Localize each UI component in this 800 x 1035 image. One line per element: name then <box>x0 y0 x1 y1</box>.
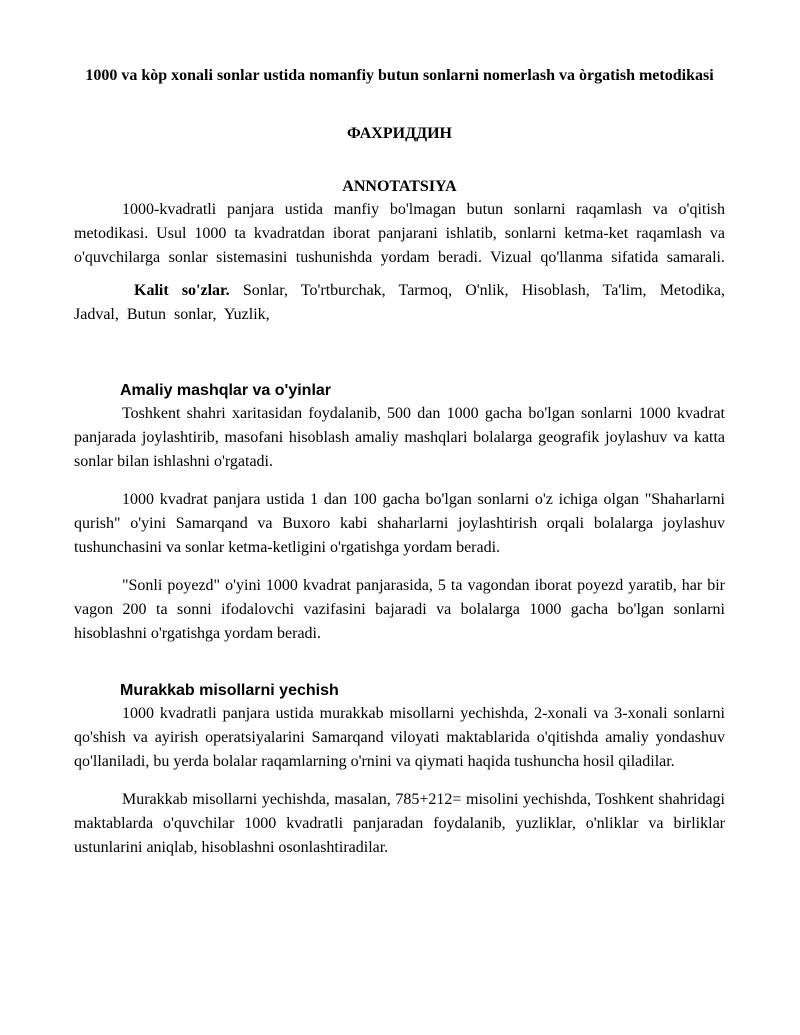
document-page <box>74 64 725 860</box>
paper-title: 1000 va kòp xonali sonlar ustida nomanfiy butun sonlarni nomerlash va òrgatish metodikasi <box>85 67 714 84</box>
author-name: ФАХРИДДИН <box>347 125 452 142</box>
section-paragraph: 1000 kvadrat panjara ustida 1 dan 100 gacha bo'lgan sonlarni o'z ichiga olgan "Shaharlarni qurish" o'yini Samarqand va Buxoro kabi shaharlarni joylashtirish orqali bolalarga joylashuv tushunchasini va sonlar ketma-ketligini o'rgatishga yordam beradi. <box>74 491 725 556</box>
section-paragraph: Toshkent shahri xaritasidan foydalanib, 500 dan 1000 gacha bo'lgan sonlarni 1000 kvadrat panjarada joylashtirib, masofani hisoblash amaliy mashqlari bolalarga geografik joylashuv va katta sonlar bilan ishlashni o'rgatadi. <box>74 405 725 470</box>
keywords-label: Kalit so'zlar. <box>134 282 230 299</box>
keywords-paragraph <box>74 279 725 327</box>
section-heading-practical-exercises: Amaliy mashqlar va o'yinlar <box>120 382 332 399</box>
section-paragraph: Murakkab misollarni yechishda, masalan, 785+212= misolini yechishda, Toshkent shahridagi maktablarda o'quvchilar 1000 kvadratli panjaradan foydalanib, yuzliklar, o'nliklar va birliklar ustunlarini aniqlab, hisoblashni osonlashtiradilar. <box>74 791 725 856</box>
section-paragraph: 1000 kvadratli panjara ustida murakkab misollarni yechishda, 2-xonali va 3-xonali sonlarni qo'shish va ayirish operatsiyalarini Samarqand viloyati maktablarida o'qitishda amaliy yondashuv qo'llaniladi, bu yerda bolalar raqamlarning o'rnini va qiymati haqida tushuncha hosil qiladilar. <box>74 705 725 770</box>
section-heading-complex-problems: Murakkab misollarni yechish <box>120 682 339 699</box>
annotation-heading: ANNOTATSIYA <box>342 178 457 195</box>
keywords-text: Sonlar, To'rtburchak, Tarmoq, O'nlik, Hisoblash, Ta'lim, Metodika, Jadval, Butun sonlar, Yuzlik, <box>74 282 726 323</box>
section-paragraph: "Sonli poyezd" o'yini 1000 kvadrat panjarasida, 5 ta vagondan iborat poyezd yaratib, har bir vagon 200 ta sonni ifodalovchi vazifasini bajaradi va bolalarga 1000 gacha bo'lgan sonlarni hisoblashni o'rgatishga yordam beradi. <box>74 577 725 642</box>
annotation-text: 1000-kvadratli panjara ustida manfiy bo'lmagan butun sonlarni raqamlash va o'qitish metodikasi. Usul 1000 ta kvadratdan iborat panjarani ishlatib, sonlarni ketma-ket raqamlash va o'quvchilarga sonlar sistemasini tushunishda yordam beradi. Vizual qo'llanma sifatida samarali. <box>74 201 725 266</box>
